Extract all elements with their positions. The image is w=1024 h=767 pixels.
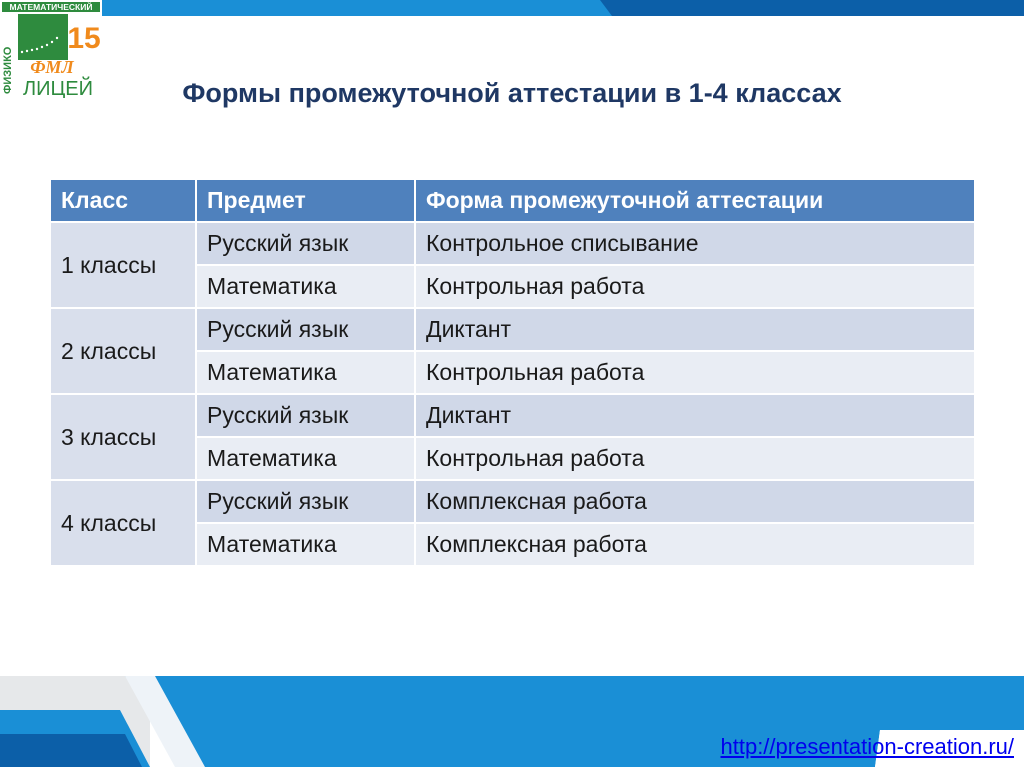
subject-cell: Математика [196, 265, 415, 308]
form-cell: Комплексная работа [415, 523, 975, 566]
logo-top-text: МАТЕМАТИЧЕСКИЙ [9, 2, 93, 12]
table-header-row [50, 179, 975, 222]
class-cell: 3 классы [50, 394, 196, 480]
header-class: Класс [50, 179, 196, 222]
logo-number: 15 [67, 22, 101, 55]
form-cell: Контрольная работа [415, 351, 975, 394]
attestation-table [49, 178, 976, 567]
table-row [50, 480, 975, 523]
header-subject: Предмет [196, 179, 415, 222]
class-cell: 1 классы [50, 222, 196, 308]
form-cell: Контрольное списывание [415, 222, 975, 265]
form-cell: Диктант [415, 308, 975, 351]
subject-cell: Математика [196, 351, 415, 394]
subject-cell: Русский язык [196, 222, 415, 265]
subject-cell: Математика [196, 437, 415, 480]
subject-cell: Русский язык [196, 308, 415, 351]
form-cell: Контрольная работа [415, 265, 975, 308]
header-form: Форма промежуточной аттестации [415, 179, 975, 222]
table-row [50, 222, 975, 265]
form-cell: Комплексная работа [415, 480, 975, 523]
slide-title: Формы промежуточной аттестации в 1-4 классах [182, 78, 842, 108]
logo-side-text: ФИЗИКО [2, 46, 14, 94]
table-row [50, 308, 975, 351]
form-cell: Диктант [415, 394, 975, 437]
class-cell: 4 классы [50, 480, 196, 566]
logo-abbr: ФМЛ [30, 57, 74, 77]
table-row [50, 394, 975, 437]
form-cell: Контрольная работа [415, 437, 975, 480]
subject-cell: Русский язык [196, 394, 415, 437]
class-cell: 2 классы [50, 308, 196, 394]
subject-cell: Русский язык [196, 480, 415, 523]
subject-cell: Математика [196, 523, 415, 566]
logo-bottom-text: ЛИЦЕЙ [22, 78, 94, 98]
top-decor-bar [0, 0, 1024, 16]
source-link[interactable]: http://presentation-creation.ru/ [720, 734, 1014, 759]
